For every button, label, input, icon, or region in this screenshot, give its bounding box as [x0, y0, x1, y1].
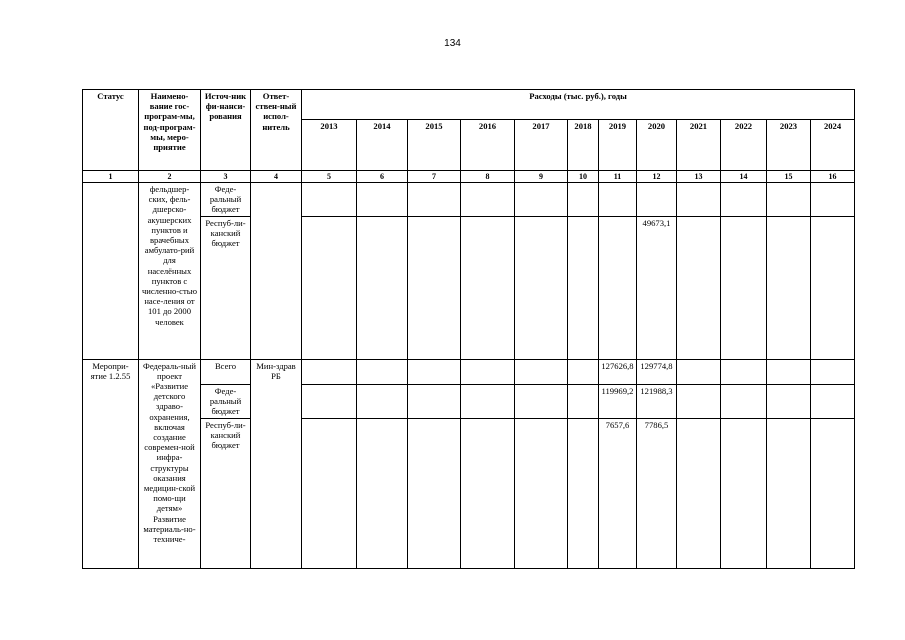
header-year: 2019: [599, 120, 637, 171]
header-name: Наимено-вание гос-програм-мы, под-програм-мы, меро-приятие: [139, 90, 201, 171]
value-cell: [568, 384, 599, 418]
value-cell: [408, 216, 461, 359]
funding-source: Феде-ральный бюджет: [201, 384, 251, 418]
header-year: 2014: [357, 120, 408, 171]
column-number: 9: [515, 171, 568, 183]
value-cell: [721, 359, 767, 384]
column-number: 2: [139, 171, 201, 183]
header-year: 2022: [721, 120, 767, 171]
value-cell: 127626,8: [599, 359, 637, 384]
value-cell: [461, 418, 515, 568]
value-cell: [515, 183, 568, 217]
value-cell: [515, 384, 568, 418]
column-number: 6: [357, 171, 408, 183]
value-cell: [721, 418, 767, 568]
value-cell: [677, 384, 721, 418]
column-number: 8: [461, 171, 515, 183]
header-year: 2016: [461, 120, 515, 171]
status-cell: [83, 183, 139, 360]
value-cell: [357, 216, 408, 359]
column-number: 12: [637, 171, 677, 183]
header-year: 2015: [408, 120, 461, 171]
executor-cell: [251, 183, 302, 360]
column-number: 1: [83, 171, 139, 183]
value-cell: [599, 216, 637, 359]
value-cell: [408, 418, 461, 568]
header-year: 2013: [302, 120, 357, 171]
column-number: 7: [408, 171, 461, 183]
value-cell: [357, 418, 408, 568]
value-cell: [677, 216, 721, 359]
funding-source: Всего: [201, 359, 251, 384]
value-cell: [461, 384, 515, 418]
value-cell: [811, 183, 855, 217]
value-cell: [568, 359, 599, 384]
value-cell: [461, 216, 515, 359]
funding-source: Респуб-ли-канский бюджет: [201, 418, 251, 568]
value-cell: [568, 216, 599, 359]
budget-table: [82, 89, 855, 569]
value-cell: 119969,2: [599, 384, 637, 418]
value-cell: [568, 183, 599, 217]
table-row: [83, 359, 855, 384]
value-cell: [408, 183, 461, 217]
value-cell: [302, 418, 357, 568]
header-year: 2017: [515, 120, 568, 171]
value-cell: [515, 418, 568, 568]
value-cell: [461, 359, 515, 384]
funding-source: Респуб-ли-канский бюджет: [201, 216, 251, 359]
value-cell: [302, 359, 357, 384]
executor-cell: Мин-здрав РБ: [251, 359, 302, 568]
header-source: Источ-ник фи-нанси-рования: [201, 90, 251, 171]
column-number-row: [83, 171, 855, 183]
table-row: [83, 183, 855, 217]
value-cell: [767, 183, 811, 217]
value-cell: [721, 216, 767, 359]
header-year: 2023: [767, 120, 811, 171]
value-cell: 121988,3: [637, 384, 677, 418]
value-cell: [568, 418, 599, 568]
value-cell: [599, 183, 637, 217]
value-cell: [515, 359, 568, 384]
value-cell: [357, 384, 408, 418]
column-number: 13: [677, 171, 721, 183]
column-number: 5: [302, 171, 357, 183]
value-cell: [357, 359, 408, 384]
value-cell: [721, 384, 767, 418]
header-executor: Ответ-ствен-ный испол-нитель: [251, 90, 302, 171]
value-cell: [767, 216, 811, 359]
value-cell: [677, 418, 721, 568]
value-cell: 49673,1: [637, 216, 677, 359]
measure-name: Федераль-ный проект «Развитие детского здраво-охранения, включая создание современ-ной инфра-структуры оказания медицин-ской помо-щи детям» Развитие материаль-но-техниче-: [139, 359, 201, 568]
value-cell: [811, 418, 855, 568]
funding-source: Феде-ральный бюджет: [201, 183, 251, 217]
column-number: 10: [568, 171, 599, 183]
value-cell: [811, 216, 855, 359]
value-cell: [302, 216, 357, 359]
header-year: 2021: [677, 120, 721, 171]
value-cell: [637, 183, 677, 217]
column-number: 16: [811, 171, 855, 183]
value-cell: [302, 384, 357, 418]
column-number: 11: [599, 171, 637, 183]
value-cell: [767, 418, 811, 568]
column-number: 4: [251, 171, 302, 183]
value-cell: [408, 359, 461, 384]
value-cell: [515, 216, 568, 359]
column-number: 3: [201, 171, 251, 183]
value-cell: [677, 183, 721, 217]
value-cell: [721, 183, 767, 217]
value-cell: [408, 384, 461, 418]
header-year: 2018: [568, 120, 599, 171]
value-cell: 7786,5: [637, 418, 677, 568]
value-cell: [811, 384, 855, 418]
value-cell: 129774,8: [637, 359, 677, 384]
header-expenses: Расходы (тыс. руб.), годы: [302, 90, 855, 120]
header-year: 2020: [637, 120, 677, 171]
value-cell: [357, 183, 408, 217]
column-number: 15: [767, 171, 811, 183]
value-cell: [677, 359, 721, 384]
status-cell: Меропри-ятие 1.2.55: [83, 359, 139, 568]
value-cell: 7657,6: [599, 418, 637, 568]
column-number: 14: [721, 171, 767, 183]
value-cell: [767, 359, 811, 384]
value-cell: [461, 183, 515, 217]
page-number: 134: [444, 38, 461, 49]
value-cell: [767, 384, 811, 418]
header-year: 2024: [811, 120, 855, 171]
value-cell: [811, 359, 855, 384]
measure-name: фельдшер-ских, фель-дшерско-акушерских пунктов и врачебных амбулато-рий для населённых пунктов с численно-стью насе-ления от 101 до 2000 человек: [139, 183, 201, 360]
header-status: Статус: [83, 90, 139, 171]
value-cell: [302, 183, 357, 217]
